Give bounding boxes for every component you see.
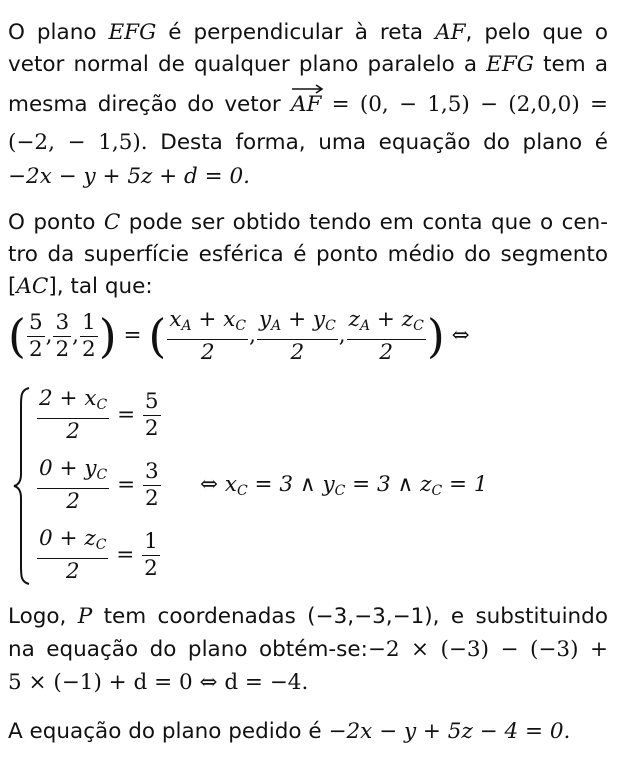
text: O ponto: [8, 210, 104, 235]
text: tem coordenadas (−3,−3,−1), e substituindo: [92, 604, 608, 629]
text: mesma direção do vetor: [8, 92, 291, 117]
p1-line4: [8, 128, 608, 158]
fraction: $\frac{z_A + z_C}{2}$: [348, 306, 424, 365]
math-vector-difference: = (0, − 1,5) − (2,0,0) =: [321, 92, 608, 117]
p3-line2: [8, 635, 608, 665]
text: vetor normal de qualquer plano paralelo a: [8, 52, 487, 77]
math-p: P: [77, 604, 93, 629]
vector-arrow-icon: [291, 84, 325, 94]
p1-line5-equation: −2x − y + 5z + d = 0.: [8, 164, 250, 189]
text: ], tal que:: [48, 274, 153, 299]
math-ac: AC: [16, 274, 49, 299]
text: A equação do plano pedido é: [8, 719, 329, 744]
text: na equação do plano obtém-se:: [8, 637, 368, 662]
text: Desta forma, uma equação do plano é: [147, 130, 608, 155]
text: [: [8, 274, 17, 299]
math-substitution: −2 × (−3) − (−3) +: [367, 637, 608, 662]
text: tem a: [533, 52, 609, 77]
math-normal-vector: (−2, − 1,5).: [8, 130, 148, 155]
math-efg: EFG: [486, 52, 534, 77]
p2-line3: [8, 272, 153, 302]
system-result: ⇔ $x_C = 3$ ∧ $y_C = 3$ ∧ $z_C = 1$: [200, 472, 488, 499]
math-c: C: [103, 210, 121, 235]
math-efg: EFG: [108, 20, 157, 45]
iff-symbol: ⇔: [451, 323, 470, 348]
p3-line3: 5 × (−1) + d = 0 ⇔ d = −4.: [8, 670, 309, 695]
final-plane-equation: −2x − y + 5z − 4 = 0.: [328, 719, 571, 744]
text: , pelo que o: [465, 20, 609, 45]
vector-af: AF: [291, 90, 321, 120]
fraction: $\frac{3}{2}$: [55, 309, 70, 362]
math-af: AF: [435, 20, 466, 45]
p2-line1: [8, 208, 608, 238]
text: pode ser obtido tendo em conta que o cen-: [120, 210, 609, 235]
p4-line1: [8, 717, 570, 747]
text: O plano: [8, 20, 109, 45]
fraction: $\frac{1}{2}$: [82, 309, 96, 362]
text: Logo,: [8, 604, 78, 629]
fraction: $\frac{5}{2}$: [28, 309, 43, 362]
p2-line2: tro da superfície esférica é ponto médio do segmento: [8, 242, 608, 267]
system-eq3: $\frac{0 + z_C}{2}$ = $\frac{1}{2}$: [39, 526, 158, 584]
text: é perpendicular à reta: [156, 20, 436, 45]
system-eq1: $\frac{2 + x_C}{2}$ = $\frac{5}{2}$: [39, 386, 159, 444]
p1-line3: [8, 90, 608, 120]
p1-line2: [8, 50, 608, 80]
p1-line1: [8, 18, 608, 48]
p3-line1: [8, 602, 608, 632]
system-eq2: $\frac{0 + y_C}{2}$ = $\frac{3}{2}$: [39, 456, 159, 514]
equation-system: [8, 386, 608, 591]
midpoint-equation: ( $\frac{5}{2}$ , $\frac{3}{2}$ , $\frac{1}{2}$ ) = ( $\frac{x_A + x_C}{2}$ , $\frac{y_A + y_C}{2}$ , $\frac{z_A + z_C}{2}$ ) ⇔: [8, 306, 470, 365]
fraction: $\frac{x_A + x_C}{2}$: [169, 306, 247, 365]
fraction: $\frac{y_A + y_C}{2}$: [258, 306, 336, 365]
left-brace-icon: [12, 386, 32, 586]
